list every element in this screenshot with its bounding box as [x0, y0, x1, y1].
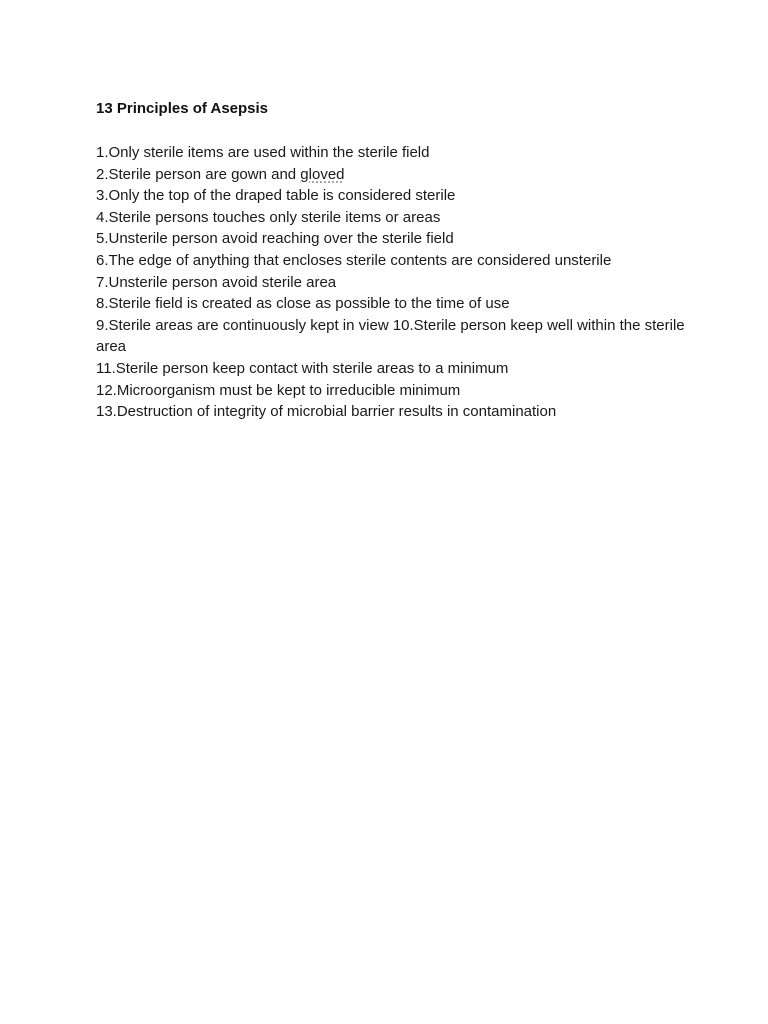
principle-text: 12.Microorganism must be kept to irreducible minimum	[96, 381, 461, 399]
principle-text: 11.Sterile person keep contact with sterile areas to a minimum	[96, 359, 509, 377]
principle-item	[96, 228, 696, 250]
principle-item	[96, 293, 696, 315]
principle-text: 4.Sterile persons touches only sterile items or areas	[96, 208, 441, 226]
principle-item	[96, 185, 696, 207]
principle-text: 1.Only sterile items are used within the sterile field	[96, 144, 430, 161]
principle-item	[96, 250, 696, 272]
principle-item	[96, 315, 696, 358]
principle-text: 2.Sterile person are gown and	[96, 165, 301, 183]
principle-item	[96, 380, 696, 402]
document-title: 13 Principles of Asepsis	[96, 100, 269, 117]
document-page	[96, 99, 696, 423]
principle-text: 3.Only the top of the draped table is considered sterile	[96, 187, 456, 205]
principles-list	[96, 142, 696, 423]
principle-item	[96, 164, 696, 186]
principle-text: 5.Unsterile person avoid reaching over the sterile field	[96, 230, 454, 248]
principle-text: 7.Unsterile person avoid sterile area	[96, 273, 337, 291]
principle-item	[96, 401, 696, 423]
principle-text: 9.Sterile areas are continuously kept in view 10.Sterile person keep well within the sterile area	[96, 316, 685, 356]
spellcheck-marked-word: gloved	[300, 165, 345, 183]
principle-text: 8.Sterile field is created as close as possible to the time of use	[96, 295, 510, 313]
principle-item	[96, 358, 696, 380]
principle-item	[96, 142, 696, 164]
principle-text: 13.Destruction of integrity of microbial barrier results in contamination	[96, 403, 557, 421]
principle-text: 6.The edge of anything that encloses sterile contents are considered unsterile	[96, 251, 612, 269]
principle-item	[96, 272, 696, 294]
principle-item	[96, 207, 696, 229]
